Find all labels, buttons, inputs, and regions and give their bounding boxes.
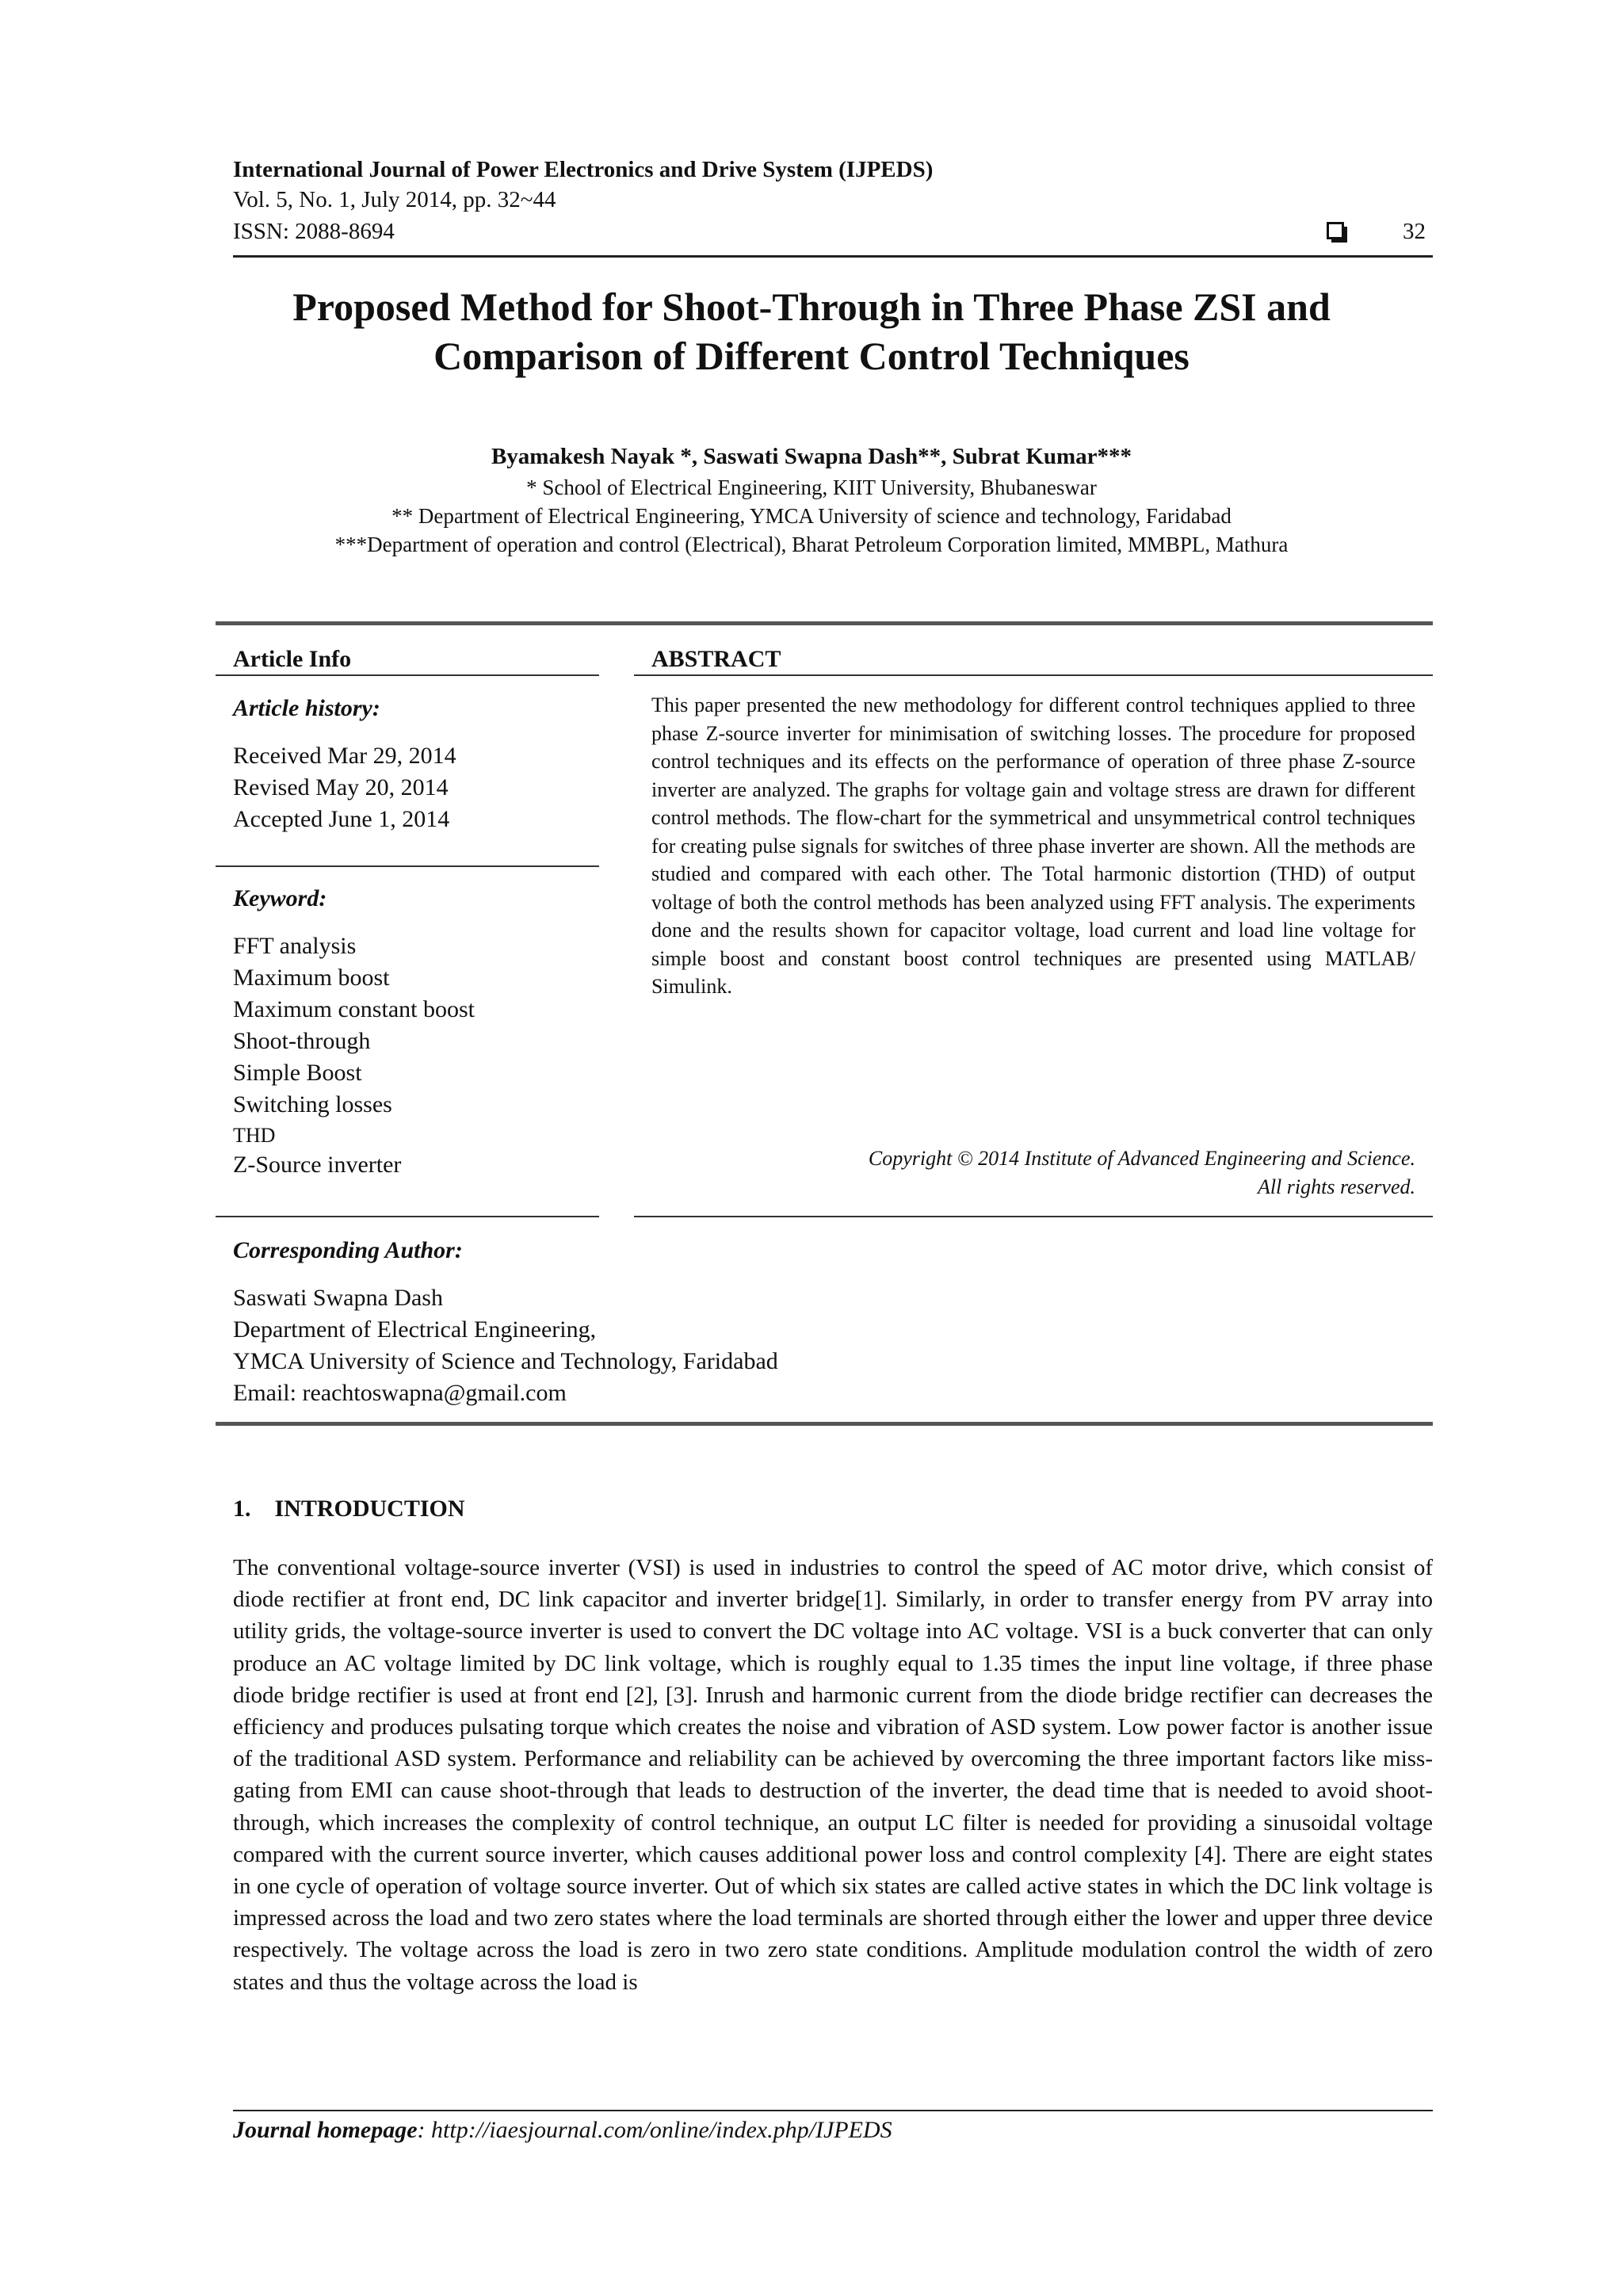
corresponding-author-label: Corresponding Author: [233, 1237, 463, 1263]
keyword-item: Simple Boost [233, 1060, 362, 1086]
corresponding-author-department: Department of Electrical Engineering, [233, 1316, 597, 1343]
info-box-bottom-rule [216, 1422, 1433, 1426]
history-accepted: Accepted June 1, 2014 [233, 806, 450, 832]
abstract-text: This paper presented the new methodology for different control techniques applied to three phase Z-source inverter for minimisation of switching losses. The procedure for proposed control techniques and its effects on the performance of operation of three phase Z-source inverter are analyzed. The graphs for voltage gain and voltage stress are drawn for different control methods. The flow-chart for the symmetrical and unsymmetrical control techniques for creating pulse signals for switches of three phase inverter are shown. All the methods are studied and compared with each other. The Total harmonic distortion (THD) of output voltage of both the control methods has been analyzed using FFT analysis. The experiments done and the results shown for capacitor voltage, load current and load line voltage for simple boost and constant boost control techniques are presented using MATLAB/ Simulink. [651, 693, 1415, 998]
footer-divider [233, 2110, 1433, 2111]
article-info-rule [216, 674, 599, 676]
article-history-label: Article history: [233, 695, 380, 721]
keyword-divider [216, 865, 599, 867]
copyright-notice [651, 1144, 1415, 1201]
box-bullet-icon [1327, 222, 1344, 239]
article-info-heading: Article Info [233, 646, 352, 672]
abstract-bottom-rule [634, 1216, 1433, 1217]
corresponding-author-name: Saswati Swapna Dash [233, 1285, 443, 1311]
copyright-line-1: Copyright © 2014 Institute of Advanced Engineering and Science. [868, 1147, 1415, 1170]
abstract-heading: ABSTRACT [651, 646, 781, 672]
title-line-1: Proposed Method for Shoot-Through in Three Phase ZSI and [292, 285, 1331, 329]
journal-name: International Journal of Power Electronics and Drive System (IJPEDS) [233, 157, 934, 182]
title-line-2: Comparison of Different Control Techniques [433, 334, 1190, 378]
keyword-item: FFT analysis [233, 933, 357, 959]
paper-title [158, 282, 1465, 380]
header-divider [233, 255, 1433, 258]
introduction-body: The conventional voltage-source inverter (VSI) is used in industries to control the speed of AC motor drive, which consist of diode rectifier at front end, DC link capacitor and inverter bridge[1]. Similarly, in order to transfer energy from PV array into utility grids, the voltage-source inverter is used to convert the DC voltage into AC voltage. VSI is a buck converter that can only produce an AC voltage limited by DC link voltage, which is roughly equal to 1.35 times the input line voltage, if three phase diode bridge rectifier is used at front end [2], [3]. Inrush and harmonic current from the diode bridge rectifier can decreases the efficiency and produces pulsating torque which creates the noise and vibration of ASD system. Low power factor is another issue of the traditional ASD system. Performance and reliability can be achieved by overcoming the three important factors like miss-gating from EMI can cause shoot-through that leads to destruction of the inverter, the dead time that is needed to avoid shoot-through, which increases the complexity of control technique, an output LC filter is needed for providing a sinusoidal voltage compared with the current source inverter, which causes additional power loss and control complexity [4]. There are eight states in one cycle of operation of voltage source inverter. Out of which six states are called active states in which the DC link voltage is impressed across the load and two zero states where the load terminals are shorted through either the lower and upper three device respectively. The voltage across the load is zero in two zero state conditions. Amplitude modulation control the width of zero states and thus the voltage across the load is [233, 1555, 1433, 1995]
section-heading-introduction: 1. INTRODUCTION [233, 1496, 465, 1522]
abstract-rule [634, 674, 1433, 676]
keyword-item: Shoot-through [233, 1028, 371, 1054]
keyword-item: Switching losses [233, 1091, 392, 1117]
issn: ISSN: 2088-8694 [233, 219, 395, 244]
affiliation-2: ** Department of Electrical Engineering, YMCA University of science and technology, Faridabad [391, 504, 1232, 528]
journal-homepage [233, 2116, 892, 2145]
page-number: 32 [1403, 219, 1426, 244]
copyright-line-2: All rights reserved. [1257, 1175, 1415, 1198]
keyword-label: Keyword: [233, 885, 327, 911]
homepage-label: Journal homepage [233, 2117, 418, 2143]
author-names: Byamakesh Nayak *, Saswati Swapna Dash**, Subrat Kumar*** [491, 444, 1132, 469]
keyword-item: Maximum boost [233, 965, 390, 991]
corresponding-author-email: Email: reachtoswapna@gmail.com [233, 1380, 567, 1406]
info-box-top-rule [216, 621, 1433, 625]
affiliation-1: * School of Electrical Engineering, KIIT University, Bhubaneswar [526, 476, 1097, 499]
history-revised: Revised May 20, 2014 [233, 774, 449, 800]
volume-info: Vol. 5, No. 1, July 2014, pp. 32~44 [233, 187, 556, 212]
affiliation-3: ***Department of operation and control (Electrical), Bharat Petroleum Corporation limited, MMBPL, Mathura [334, 533, 1289, 556]
homepage-url: : http://iaesjournal.com/online/index.php/IJPEDS [417, 2117, 892, 2143]
keyword-item: Z-Source inverter [233, 1152, 402, 1178]
keyword-item: THD [233, 1124, 276, 1147]
article-info-bottom-rule [216, 1216, 599, 1217]
history-received: Received Mar 29, 2014 [233, 743, 456, 769]
corresponding-author-university: YMCA University of Science and Technology, Faridabad [233, 1348, 778, 1374]
keyword-item: Maximum constant boost [233, 996, 475, 1022]
